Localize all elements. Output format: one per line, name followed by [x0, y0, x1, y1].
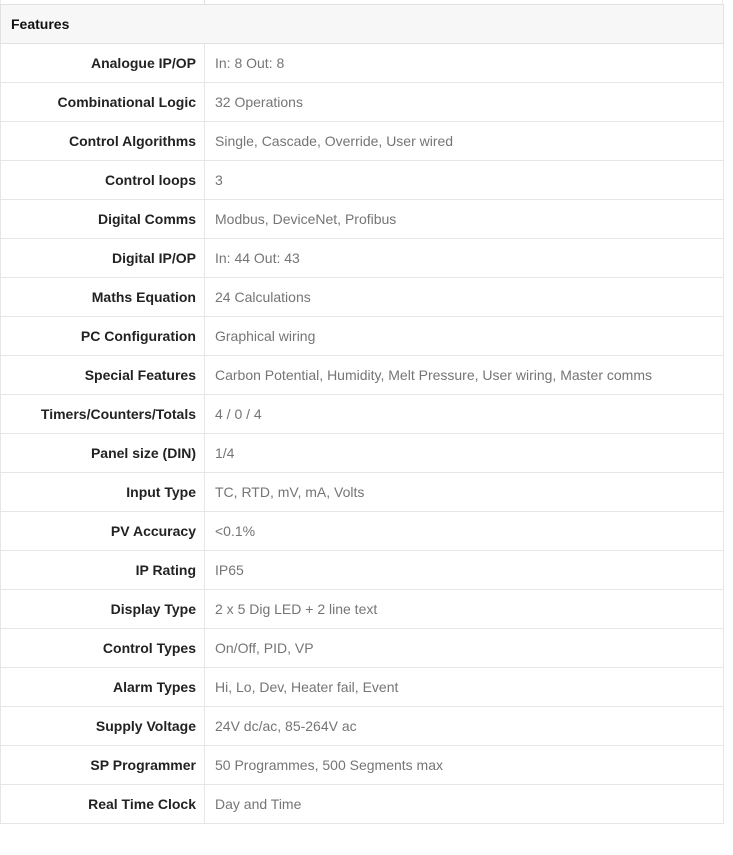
- table-row: [1, 122, 724, 161]
- feature-value: [205, 473, 724, 512]
- feature-value: [205, 707, 724, 746]
- feature-label: Panel size (DIN): [1, 434, 205, 473]
- table-row: [1, 707, 724, 746]
- feature-label: Supply Voltage: [1, 707, 205, 746]
- feature-value-text: 24V dc/ac, 85-264V ac: [215, 718, 357, 734]
- feature-value-text: On/Off, PID, VP: [215, 640, 314, 656]
- table-row: [1, 83, 724, 122]
- feature-label: Digital Comms: [1, 200, 205, 239]
- feature-label: Input Type: [1, 473, 205, 512]
- feature-label: Digital IP/OP: [1, 239, 205, 278]
- feature-value-text: <0.1%: [215, 523, 256, 539]
- feature-value-text: Graphical wiring: [215, 328, 316, 344]
- feature-label: PV Accuracy: [1, 512, 205, 551]
- feature-value: [205, 200, 724, 239]
- table-row: [1, 785, 724, 824]
- feature-value-text: Single, Cascade, Override, User wired: [215, 133, 454, 149]
- feature-label: Alarm Types: [1, 668, 205, 707]
- features-table: [0, 4, 724, 824]
- feature-label: Real Time Clock: [1, 785, 205, 824]
- feature-value: [205, 551, 724, 590]
- feature-value: [205, 356, 724, 395]
- feature-value: [205, 512, 724, 551]
- feature-value: [205, 83, 724, 122]
- feature-value-text: TC, RTD, mV, mA, Volts: [215, 484, 365, 500]
- feature-value-text: 3: [215, 172, 223, 188]
- feature-label: IP Rating: [1, 551, 205, 590]
- table-row: [1, 746, 724, 785]
- feature-value-text: 50 Programmes, 500 Segments max: [215, 757, 443, 773]
- feature-value: [205, 122, 724, 161]
- feature-label: Control loops: [1, 161, 205, 200]
- feature-value: [205, 590, 724, 629]
- table-row: [1, 551, 724, 590]
- feature-value: [205, 434, 724, 473]
- column-divider: [204, 0, 205, 4]
- feature-label: SP Programmer: [1, 746, 205, 785]
- feature-value: [205, 395, 724, 434]
- table-row: [1, 434, 724, 473]
- table-row: [1, 200, 724, 239]
- feature-label: Display Type: [1, 590, 205, 629]
- feature-label: Timers/Counters/Totals: [1, 395, 205, 434]
- feature-value-text: 24 Calculations: [215, 289, 311, 305]
- feature-label: Control Algorithms: [1, 122, 205, 161]
- section-header-row: [1, 5, 724, 44]
- feature-value-text: 1/4: [215, 445, 235, 461]
- table-row: [1, 356, 724, 395]
- feature-value: [205, 746, 724, 785]
- section-header: Features: [1, 5, 724, 44]
- feature-value: [205, 668, 724, 707]
- feature-value: [205, 785, 724, 824]
- feature-value: [205, 44, 724, 83]
- feature-value-text: 4 / 0 / 4: [215, 406, 262, 422]
- table-row: [1, 473, 724, 512]
- table-row: [1, 239, 724, 278]
- feature-label: Special Features: [1, 356, 205, 395]
- feature-value: [205, 629, 724, 668]
- feature-value-text: Hi, Lo, Dev, Heater fail, Event: [215, 679, 399, 695]
- feature-value-text: Carbon Potential, Humidity, Melt Pressure, User wiring, Master comms: [215, 367, 652, 383]
- previous-row-bottom-edge: [0, 0, 723, 4]
- feature-value: [205, 239, 724, 278]
- feature-value-text: In: 8 Out: 8: [215, 55, 285, 71]
- feature-label: Maths Equation: [1, 278, 205, 317]
- feature-value-text: Day and Time: [215, 796, 302, 812]
- feature-value-text: IP65: [215, 562, 244, 578]
- feature-value-text: 2 x 5 Dig LED + 2 line text: [215, 601, 378, 617]
- table-row: [1, 668, 724, 707]
- table-row: [1, 44, 724, 83]
- table-row: [1, 395, 724, 434]
- feature-label: Control Types: [1, 629, 205, 668]
- table-row: [1, 590, 724, 629]
- table-row: [1, 317, 724, 356]
- feature-value-text: 32 Operations: [215, 94, 303, 110]
- feature-value-text: In: 44 Out: 43: [215, 250, 300, 266]
- feature-value: [205, 161, 724, 200]
- feature-label: Combinational Logic: [1, 83, 205, 122]
- feature-label: PC Configuration: [1, 317, 205, 356]
- feature-value-text: Modbus, DeviceNet, Profibus: [215, 211, 397, 227]
- feature-label: Analogue IP/OP: [1, 44, 205, 83]
- feature-value: [205, 317, 724, 356]
- table-row: [1, 629, 724, 668]
- table-row: [1, 161, 724, 200]
- table-row: [1, 278, 724, 317]
- feature-value: [205, 278, 724, 317]
- table-row: [1, 512, 724, 551]
